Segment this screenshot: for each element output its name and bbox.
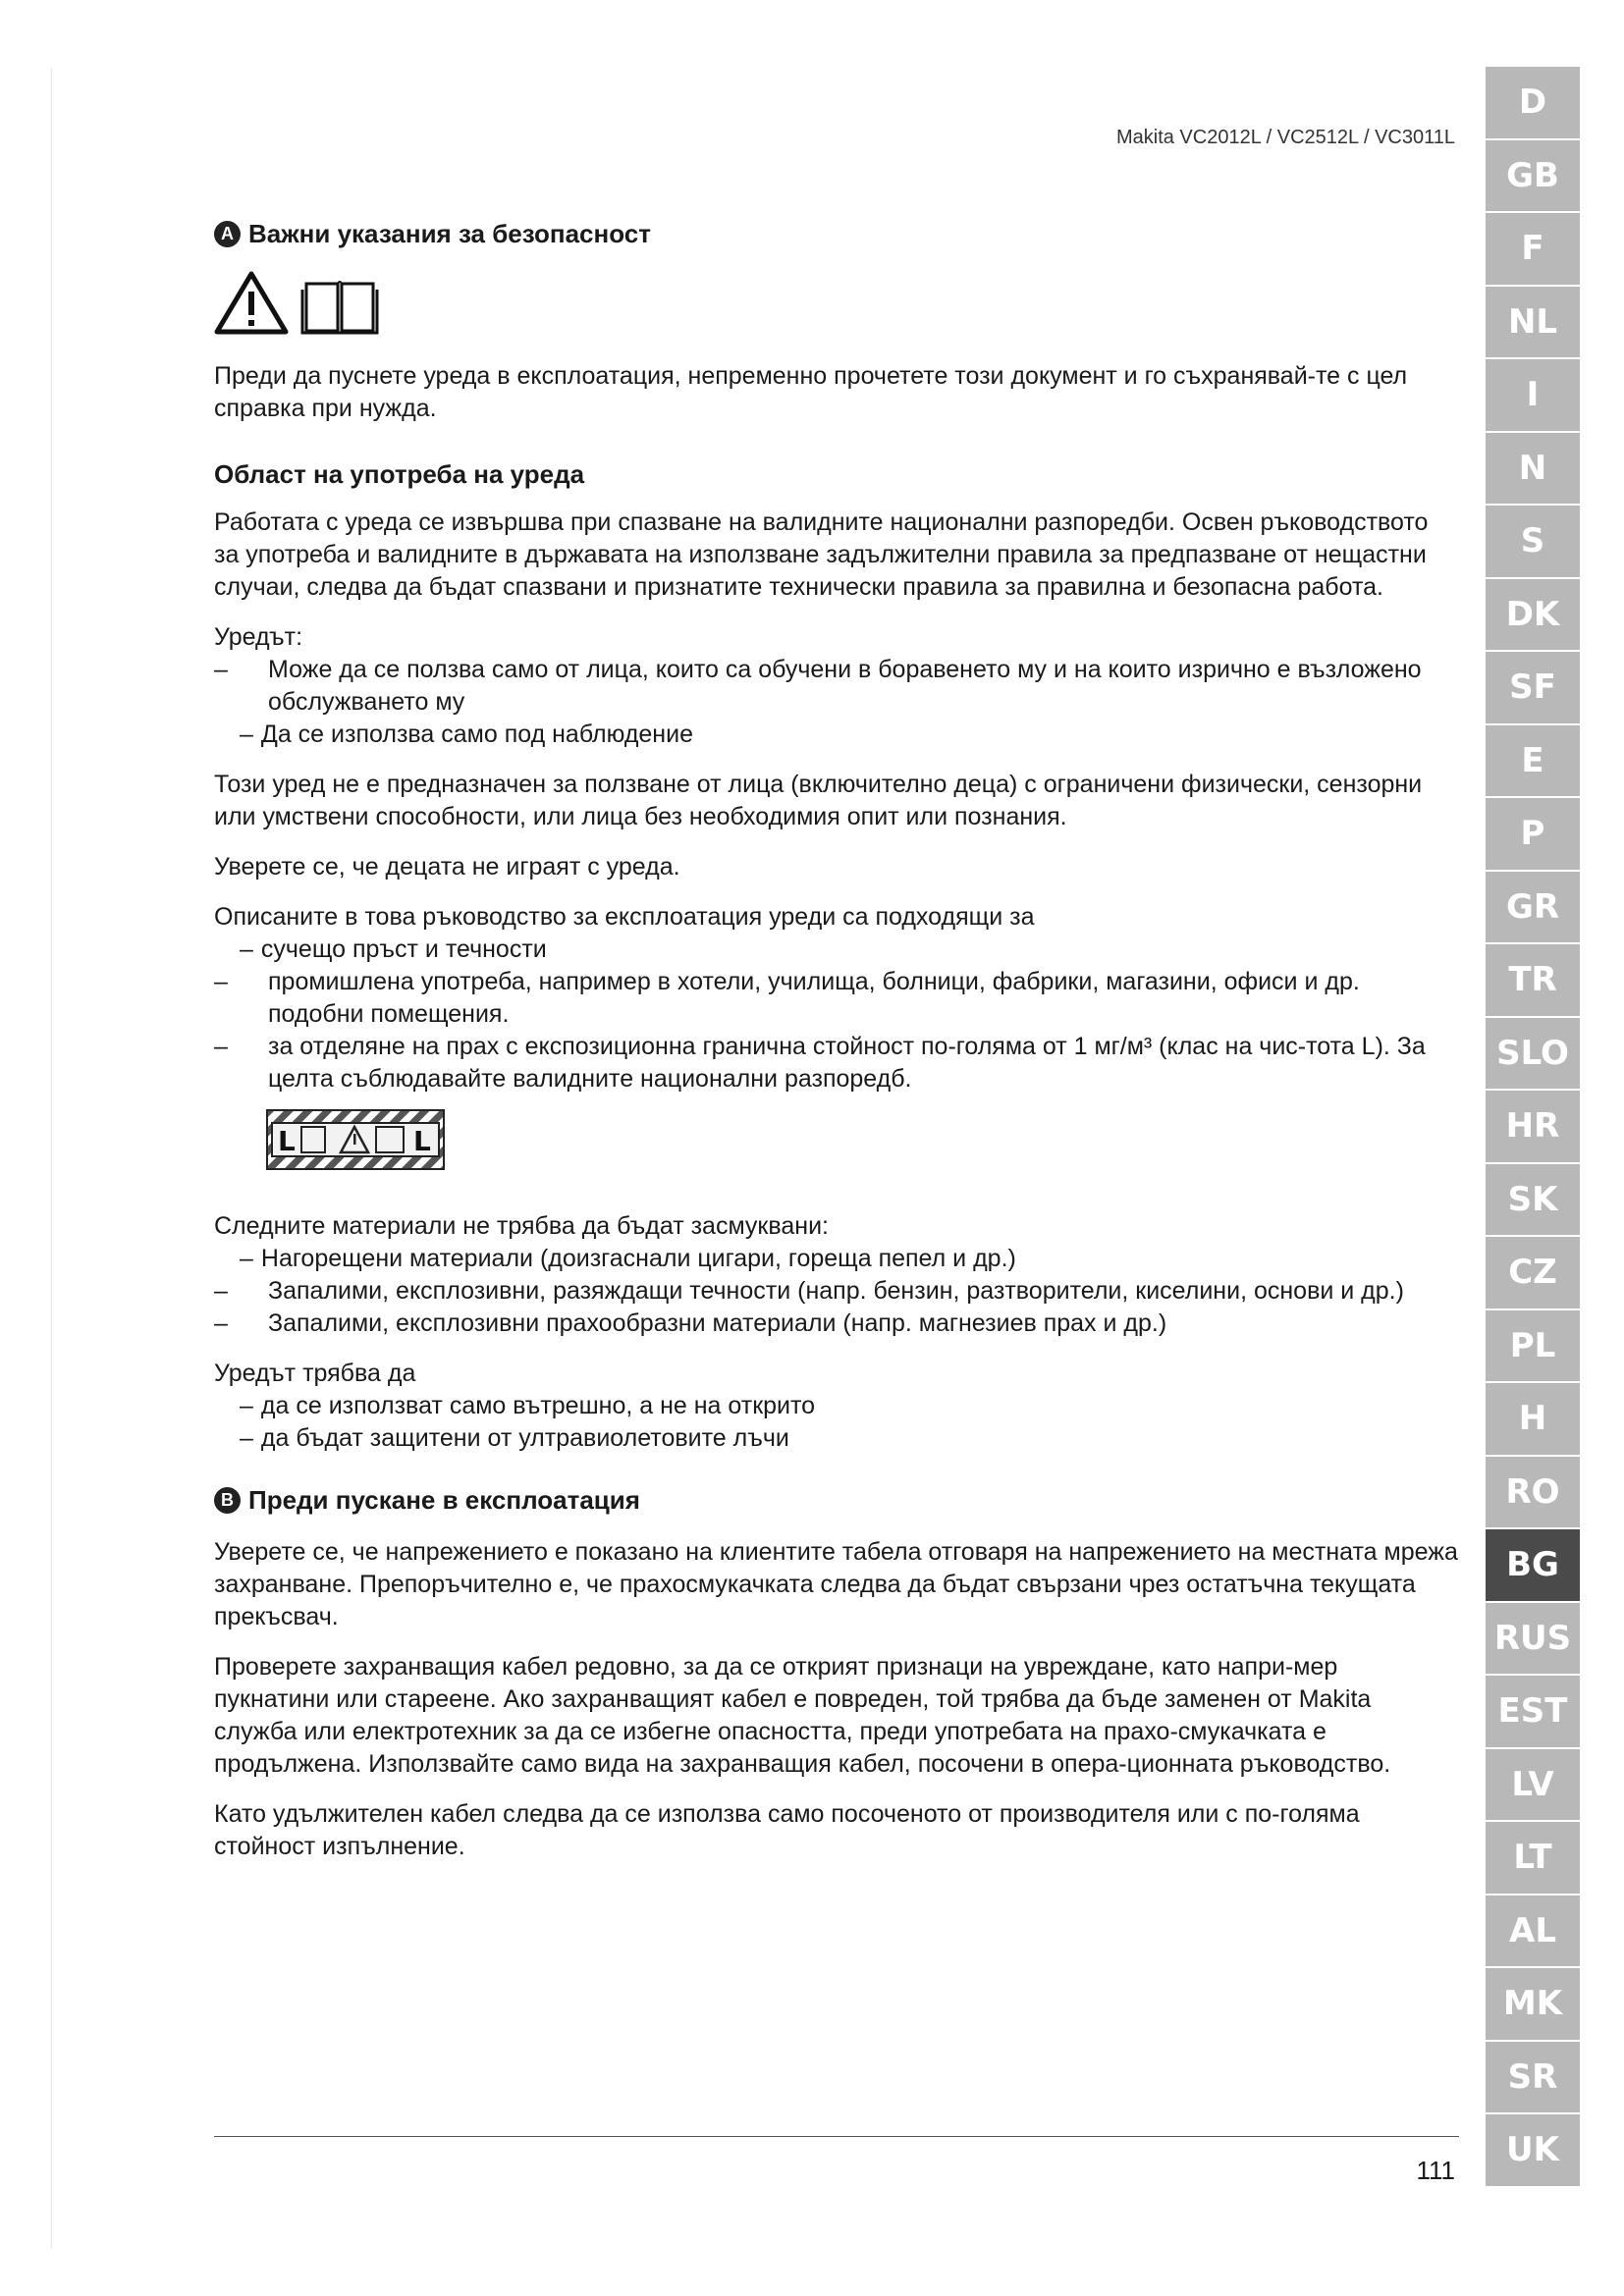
header-model: Makita VC2012L / VC2512L / VC3011L: [1115, 127, 1455, 148]
language-tab-hr[interactable]: HR: [1486, 1091, 1580, 1162]
section-a-intro: Преди да пуснете уреда в експлоатация, непременно прочетете този документ и го съхранявай-те с цел справка при нужда.: [214, 362, 1408, 422]
language-tab-lt[interactable]: LT: [1486, 1822, 1580, 1894]
section-a-badge: A: [214, 221, 241, 247]
list-item: – да бъдат защитени от ултравиолетовите лъчи: [240, 1424, 789, 1452]
section-a-heading: [214, 218, 1459, 250]
language-tab-uk[interactable]: UK: [1486, 2114, 1580, 2186]
list-item: – Да се използва само под наблюдение: [240, 721, 693, 748]
materials-list: [214, 1243, 1459, 1340]
list-item: – за отделяне на прах с експозиционна гранична стойност по-голяма от 1 мг/м³ (клас на чис-тота L). За целта съблюдавайте валидните национални разпоредб.: [214, 1033, 1426, 1093]
device-label: Уредът:: [214, 623, 303, 651]
suitable-label: Описаните в това ръководство за експлоатация уреди са подходящи за: [214, 903, 1035, 931]
language-tab-d[interactable]: D: [1486, 67, 1580, 138]
list-item: – Запалими, експлозивни прахообразни материали (напр. магнезиев прах и др.): [214, 1309, 1167, 1337]
must-label: Уредът трябва да: [214, 1360, 416, 1387]
language-tab-al[interactable]: AL: [1486, 1896, 1580, 1967]
dust-class-left-letter: L: [278, 1125, 296, 1157]
section-b-title: Преди пускане в експлоатация: [248, 1485, 640, 1515]
language-tab-slo[interactable]: SLO: [1486, 1018, 1580, 1090]
list-item: – Запалими, експлозивни, разяждащи течности (напр. бензин, разтворители, киселини, основи и др.): [214, 1277, 1404, 1305]
section-b-badge: B: [214, 1487, 241, 1514]
language-tab-dk[interactable]: DK: [1486, 579, 1580, 651]
page-number: 111: [1416, 2156, 1455, 2185]
language-tab-mk[interactable]: MK: [1486, 1968, 1580, 2040]
section-a-title: Важни указания за безопасност: [248, 219, 651, 248]
language-tab-rus[interactable]: RUS: [1486, 1603, 1580, 1675]
language-tab-ro[interactable]: RO: [1486, 1457, 1580, 1528]
language-tab-sk[interactable]: SK: [1486, 1164, 1580, 1236]
language-tab-sf[interactable]: SF: [1486, 652, 1580, 723]
section-b-paragraph-3: Като удължителен кабел следва да се използва само посоченото от производителя или с по-голяма стойност изпълнение.: [214, 1800, 1360, 1860]
section-b-heading: [214, 1484, 1459, 1517]
section-b-paragraph-2: Проверете захранващия кабел редовно, за да се открият признаци на увреждане, като напри-мер пукнатини или стареене. Ако захранващият кабел е повреден, той трябва да бъде заменен от Makita служба или електротехник за да се избегне опасността, преди употребата на прахо-смукачката е продължена. Използвайте само вида на захранващия кабел, посочени в опера-ционната ръководство.: [214, 1653, 1391, 1778]
materials-label: Следните материали не трябва да бъдат засмуквани:: [214, 1212, 829, 1240]
language-tab-tr[interactable]: TR: [1486, 944, 1580, 1016]
language-tab-sr[interactable]: SR: [1486, 2042, 1580, 2113]
language-tab-h[interactable]: H: [1486, 1383, 1580, 1455]
usage-paragraph-3: Уверете се, че децата не играят с уреда.: [214, 853, 680, 881]
main-content: [214, 218, 1459, 1881]
page-edge-line: [51, 69, 52, 2248]
language-tab-bg[interactable]: BG: [1486, 1529, 1580, 1601]
language-tab-gr[interactable]: GR: [1486, 872, 1580, 943]
language-tab-f[interactable]: F: [1486, 213, 1580, 285]
suitable-list: [214, 934, 1459, 1095]
safety-icons: [214, 270, 1459, 335]
language-tab-e[interactable]: E: [1486, 725, 1580, 797]
footer-rule: [214, 2136, 1459, 2137]
language-tab-i[interactable]: I: [1486, 359, 1580, 431]
usage-paragraph-1: Работата с уреда се извършва при спазване на валидните национални разпоредби. Освен ръководството за употреба и валидните в държавата на използване задължителни правила за предпазване от нещастни случаи, следва да бъдат спазвани и признатите технически правила за правилна и безопасна работа.: [214, 508, 1429, 601]
usage-paragraph-2: Този уред не е предназначен за ползване от лица (включително деца) с ограничени физически, сензорни или умствени способности, или лица без необходимия опит или познания.: [214, 771, 1423, 830]
language-tab-nl[interactable]: NL: [1486, 287, 1580, 358]
must-list: [214, 1390, 1459, 1455]
list-item: – промишлена употреба, например в хотели, училища, болници, фабрики, магазини, офиси и др. подобни помещения.: [214, 968, 1360, 1028]
language-tab-lv[interactable]: LV: [1486, 1749, 1580, 1821]
language-tabs: [1486, 67, 1580, 2188]
device-list: [214, 654, 1459, 751]
language-tab-pl[interactable]: PL: [1486, 1310, 1580, 1382]
language-tab-s[interactable]: S: [1486, 506, 1580, 577]
list-item: – сучещо пръст и течности: [240, 935, 547, 963]
usage-heading: Област на употреба на уреда: [214, 459, 585, 489]
language-tab-n[interactable]: N: [1486, 433, 1580, 505]
section-b-paragraph-1: Уверете се, че напрежението е показано на клиентите табела отговаря на напрежението на местната мрежа захранване. Препоръчително е, че прахосмукачката следва да бъдат свързани чрез остатъчна текущата прекъсвач.: [214, 1538, 1458, 1630]
list-item: – Нагорещени материали (доизгаснали цигари, гореща пепел и др.): [240, 1245, 1016, 1272]
list-item: – да се използват само вътрешно, а не на открито: [240, 1392, 816, 1419]
language-tab-cz[interactable]: CZ: [1486, 1237, 1580, 1308]
open-manual-icon: [300, 276, 379, 335]
warning-triangle-icon: [214, 270, 289, 335]
list-item: – Може да се ползва само от лица, които са обучени в боравенето му и на които изрично е възложено обслужването му: [214, 656, 1422, 716]
language-tab-est[interactable]: EST: [1486, 1676, 1580, 1747]
dust-class-label: [266, 1109, 1459, 1179]
dust-class-right-letter: L: [413, 1125, 431, 1157]
language-tab-p[interactable]: P: [1486, 798, 1580, 870]
language-tab-gb[interactable]: GB: [1486, 140, 1580, 212]
